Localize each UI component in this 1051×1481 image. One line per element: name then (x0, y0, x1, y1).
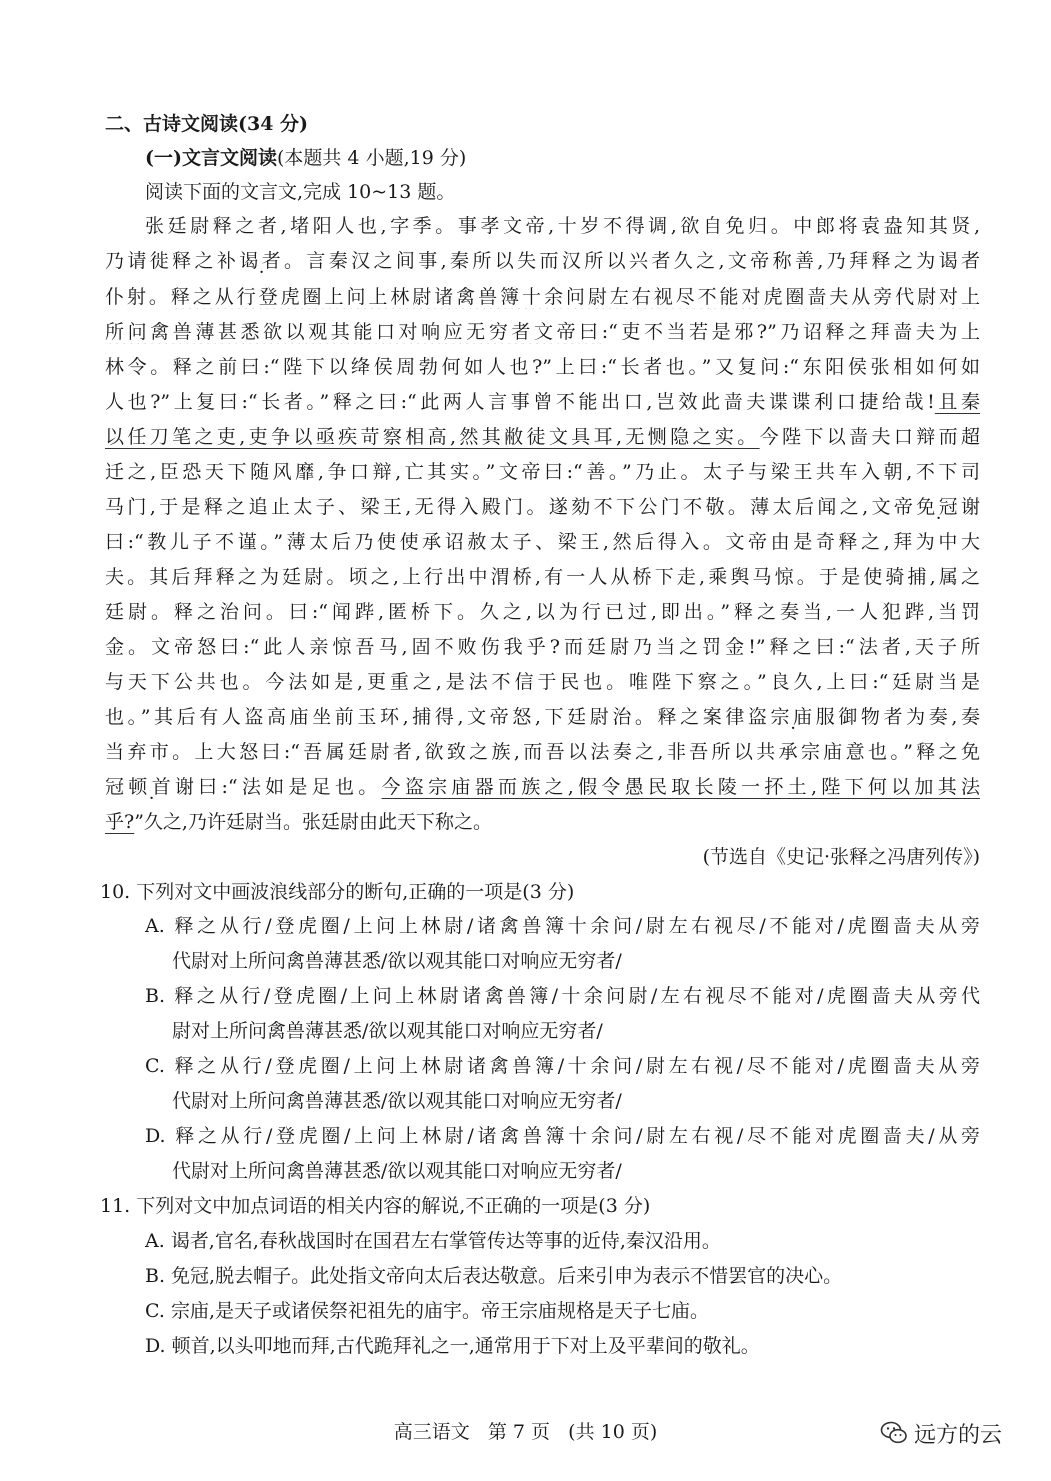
wavy-underlined-text: 释之从行登虎圈上问上林尉诸禽兽簿十余问尉左右视尽不能对虎圈啬夫从旁代尉对上 (170, 286, 980, 308)
underlined-text: 今盗宗庙器而族之,假令愚民取长陵一抔土,陛下何以加其法 (381, 776, 980, 798)
passage-line: 迁之,臣恐天下随风靡,争口辩,亡其实。”文帝曰:“善。”乃止。太子与梁王共车入朝,不下司 (105, 461, 980, 483)
q10-option-a-cont: 代尉对上所问禽兽薄甚悉/欲以观其能口对响应无穷者/ (172, 950, 622, 972)
passage-text: :“吏不当若是邪?”乃诏释之拜啬夫为上 (601, 321, 980, 343)
passage-line: 曰:“教儿子不谨。”薄太后乃使使承诏赦太子、梁王,然后得入。文帝由是奇释之,拜为中大 (105, 531, 980, 553)
passage-text: 谢曰:“法如是足也。 (174, 776, 382, 798)
dotted-term-yezhe: 谒者 (239, 250, 284, 272)
passage-line (105, 285, 980, 309)
instruction: 阅读下面的文言文,完成 10~13 题。 (145, 181, 456, 203)
passage-text: 乃请徙释之补 (105, 250, 240, 272)
passage-line: 当弃市。上大怒曰:“吾属廷尉者,欲致之族,而吾以法奏之,非吾所以共承宗庙意也。”释之免 (105, 741, 980, 763)
passage-line: 张廷尉释之者,堵阳人也,字季。事孝文帝,十岁不得调,欲自免归。中郎将袁盎知其贤, (145, 215, 980, 237)
dotted-term-dunshou: 顿首 (128, 776, 175, 798)
source-citation: (节选自《史记·张释之冯唐列传》) (702, 846, 980, 868)
passage-line (105, 775, 980, 799)
passage-text: 仆射。 (105, 286, 171, 308)
q11-option-a: A. 谒者,官名,春秋战国时在国君左右掌管传达等事的近侍,秦汉沿用。 (145, 1230, 721, 1252)
passage-line: 与天下公共也。今法如是,更重之,是法不信于民也。唯陛下察之。”良久,上曰:“廷尉当是 (105, 671, 980, 693)
q10-option-b: B. 释之从行/登虎圈/上问上林尉诸禽兽簿/十余问尉/左右视尽不能对/虎圈啬夫从旁代 (145, 985, 980, 1007)
passage-text: 今陛下以啬夫口辩而超 (759, 426, 980, 448)
passage-line (105, 495, 980, 519)
dotted-term-zongmiao: 宗庙 (770, 706, 816, 728)
watermark-text: 远方的云 (914, 1422, 1003, 1448)
passage-line (105, 320, 980, 344)
passage-line (105, 705, 980, 729)
passage-line: 夫。其后拜释之为廷尉。顷之,上行出中渭桥,有一人从桥下走,乘舆马惊。于是使骑捕,属之 (105, 566, 980, 588)
q10-option-a: A. 释之从行/登虎圈/上问上林尉/诸禽兽簿十余问/尉左右视尽/不能对/虎圈啬夫从旁 (145, 915, 980, 937)
passage-line (105, 390, 980, 414)
passage-line (105, 810, 980, 834)
dotted-term-mianguan: 免冠 (916, 496, 961, 518)
section-title: 二、古诗文阅读(34 分) (105, 113, 309, 135)
q10-option-c: C. 释之从行/登虎圈/上问上林尉诸禽兽簿/十余问/尉左右视/尽不能对/虎圈啬夫从旁 (145, 1055, 980, 1077)
passage-text: 马门,于是释之追止太子、梁王,无得入殿门。遂劾不下公门不敬。薄太后闻之,文帝 (105, 496, 917, 518)
q10-option-b-cont: 尉对上所问禽兽薄甚悉/欲以观其能口对响应无穷者/ (172, 1020, 603, 1042)
q11-option-b: B. 免冠,脱去帽子。此处指文帝向太后表达敬意。后来引申为表示不惜罢官的决心。 (145, 1265, 843, 1287)
passage-line (105, 425, 980, 449)
q11-option-c: C. 宗庙,是天子或诸侯祭祀祖先的庙宇。帝王宗庙规格是天子七庙。 (145, 1300, 709, 1322)
q10-option-c-cont: 代尉对上所问禽兽薄甚悉/欲以观其能口对响应无穷者/ (172, 1090, 622, 1112)
passage-line: 金。文帝怒曰:“此人亲惊吾马,固不败伤我乎?而廷尉乃当之罚金!”释之曰:“法者,天子所 (105, 636, 980, 658)
passage-text: ”久之,乃许廷尉当。张廷尉由此天下称之。 (134, 811, 492, 833)
question-10-stem: 10. 下列对文中画波浪线部分的断句,正确的一项是(3 分) (100, 881, 575, 903)
passage-text: 服御物者为奏,奏 (815, 706, 980, 728)
passage-text: 谢 (960, 496, 980, 518)
underlined-text: 乎? (105, 811, 135, 833)
q10-option-d-cont: 代尉对上所问禽兽薄甚悉/欲以观其能口对响应无穷者/ (172, 1160, 622, 1182)
subsection-title-bold: (一)文言文阅读 (145, 147, 277, 169)
passage-text: 也。”其后有人盗高庙坐前玉环,捕得,文帝怒,下廷尉治。释之案律盗 (105, 706, 771, 728)
footer-text: 高三语文 第 7 页 (共 10 页) (393, 1421, 658, 1443)
underlined-text: 且秦 (934, 391, 980, 413)
subsection-title-rest: (本题共 4 小题,19 分) (276, 147, 467, 169)
subsection-title (145, 146, 980, 170)
question-11-stem: 11. 下列对文中加点词语的相关内容的解说,不正确的一项是(3 分) (100, 1195, 651, 1217)
q11-option-d: D. 顿首,以头叩地而拜,古代跪拜礼之一,通常用于下对上及平辈间的敬礼。 (145, 1335, 760, 1357)
watermark (880, 1418, 1002, 1448)
passage-line: 廷尉。释之治问。曰:“闻跸,匿桥下。久之,以为行已过,即出。”释之奏当,一人犯跸,当罚 (105, 601, 980, 623)
q10-option-d: D. 释之从行/登虎圈/上问上林尉/诸禽兽簿十余问/尉左右视/尽不能对虎圈啬夫/从旁 (145, 1125, 980, 1147)
passage-line (105, 249, 980, 273)
underlined-text: 以任刀笔之吏,吏争以亟疾苛察相高,然其敝徒文具耳,无恻隐之实。 (105, 426, 760, 448)
wechat-icon (880, 1420, 908, 1446)
passage-text: 人也?”上复曰:“长者。”释之曰:“此两人言事曾不能出口,岂效此啬夫谍谍利口捷给哉! (105, 391, 935, 413)
wavy-underlined-text: 所问禽兽薄甚悉欲以观其能口对响应无穷者文帝曰 (105, 321, 602, 343)
passage-line: 林令。释之前曰:“陛下以绛侯周勃何如人也?”上曰:“长者也。”又复问:“东阳侯张相如何如 (105, 356, 980, 378)
passage-text: 。言秦汉之间事,秦所以失而汉所以兴者久之,文帝称善,乃拜释之为谒者 (283, 250, 980, 272)
passage-text: 冠 (105, 776, 129, 798)
